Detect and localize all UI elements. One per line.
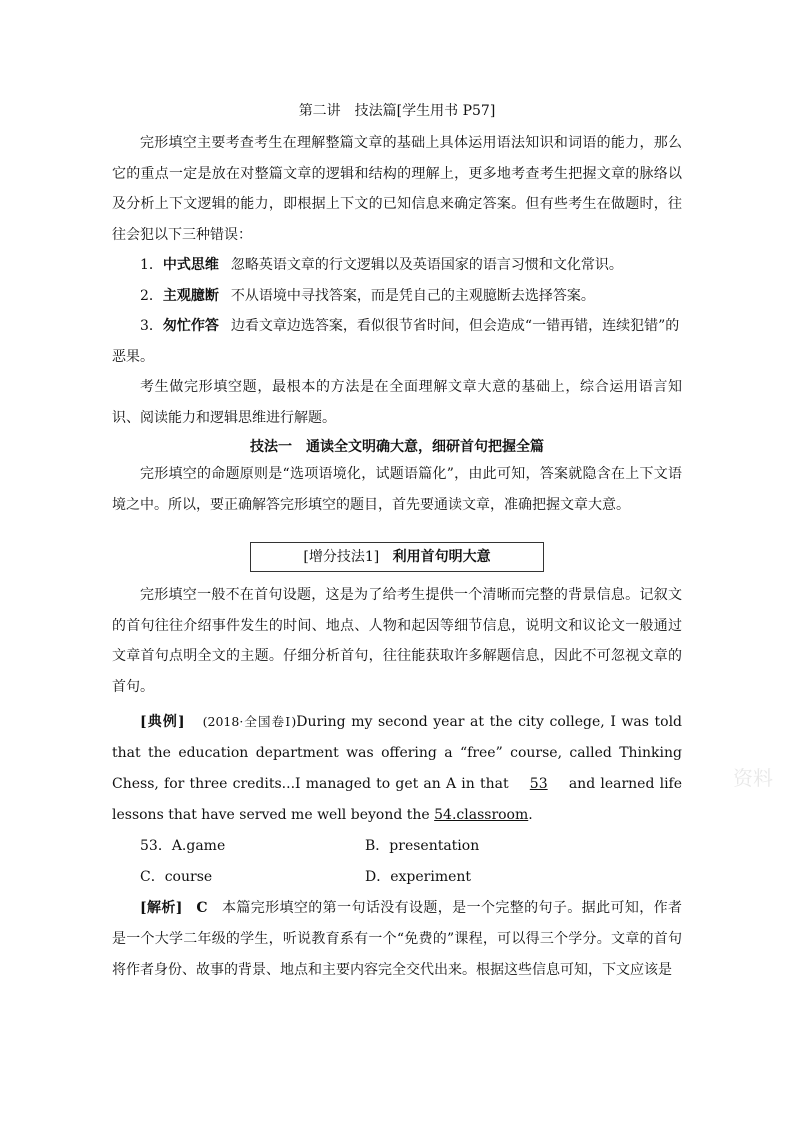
option-a: 53．A.game xyxy=(140,838,226,854)
options-row-2 xyxy=(112,862,682,893)
intro-paragraph: 完形填空主要考查考生在理解整篇文章的基础上具体运用语法知识和词语的能力，那么它的重点一定是放在对整篇文章的逻辑和结构的理解上，更多地考查考生把握文章的脉络以及分析上下文逻辑的能力，即根据上下文的已知信息来确定答案。但有些考生在做题时，往往会犯以下三种错误： xyxy=(112,135,682,243)
options xyxy=(112,831,682,893)
error-desc: 忽略英语文章的行文逻辑以及英语国家的语言习惯和文化常识。 xyxy=(230,257,623,273)
tip-paragraph: 完形填空一般不在首句设题，这是为了给考生提供一个清晰而完整的背景信息。记叙文的首句往往介绍事件发生的时间、地点、人物和起因等细节信息，说明文和议论文一般通过文章首句点明全文的主题。仔细分析首句，往往能获取许多解题信息，因此不可忽视文章的首句。 xyxy=(112,587,682,695)
option-c: C．course xyxy=(140,869,213,885)
example-paragraph xyxy=(112,706,682,831)
example-source: (2018·全国卷Ⅰ) xyxy=(202,714,297,729)
blank-53: 53 xyxy=(529,776,548,792)
analysis-answer: C xyxy=(196,900,208,916)
error-item-2 xyxy=(112,281,682,312)
tip-box xyxy=(250,542,544,572)
tip-box-wrap xyxy=(112,542,682,572)
analysis-paragraph xyxy=(112,893,682,986)
blank-54: 54.classroom xyxy=(434,807,529,823)
method-paragraph: 完形填空的命题原则是“选项语境化，试题语篇化”，由此可知，答案就隐含在上下文语境之中。所以，要正确解答完形填空的题目，首先要通读文章，准确把握文章大意。 xyxy=(112,466,682,513)
method-title: 技法一 通读全文明确大意，细研首句把握全篇 xyxy=(250,439,544,455)
example-tag: [典例] xyxy=(140,714,185,730)
summary-paragraph: 考生做完形填空题，最根本的方法是在全面理解文章大意的基础上，综合运用语言知识、阅读能力和逻辑思维进行解题。 xyxy=(112,379,682,426)
error-num: 2． xyxy=(140,287,163,304)
error-item-1 xyxy=(112,250,682,281)
error-term: 匆忙作答 xyxy=(162,318,219,334)
option-d: D．experiment xyxy=(365,869,472,885)
option-b: B．presentation xyxy=(365,838,480,854)
error-desc: 不从语境中寻找答案，而是凭自己的主观臆断去选择答案。 xyxy=(230,287,595,304)
example-text-1: During my second year at the city college, I was told that the education department was offering a “free” course, called Thinking Chess, for three credits...I managed to get an A in that xyxy=(112,714,683,792)
error-item-3 xyxy=(112,311,682,372)
document-page xyxy=(112,100,682,986)
error-term: 中式思维 xyxy=(162,257,219,273)
error-num: 1． xyxy=(140,257,163,273)
example-text-2: and learned life lessons that have served me well beyond the xyxy=(112,776,683,823)
analysis-tag: [解析] xyxy=(140,900,183,916)
options-row-1 xyxy=(112,831,682,862)
error-desc: 边看文章边选答案，看似很节省时间，但会造成“一错再错，连续犯错”的恶果。 xyxy=(112,318,680,365)
analysis-text: 本篇完形填空的第一句话没有设题，是一个完整的句子。据此可知，作者是一个大学二年级的学生，听说教育系有一个“免费的”课程，可以得三个学分。文章的首句将作者身份、故事的背景、地点和主要内容完全交代出来。根据这些信息可知，下文应该是 xyxy=(112,900,683,978)
tip-box-text: 利用首句明大意 xyxy=(392,549,491,565)
error-num: 3． xyxy=(140,318,163,334)
lecture-title: 第二讲 技法篇[学生用书 P57] xyxy=(298,103,496,119)
error-term: 主观臆断 xyxy=(162,287,219,304)
watermark: 资料 xyxy=(733,766,773,790)
tip-box-tag: [增分技法1] xyxy=(303,549,380,565)
example-text-4: . xyxy=(528,807,533,823)
